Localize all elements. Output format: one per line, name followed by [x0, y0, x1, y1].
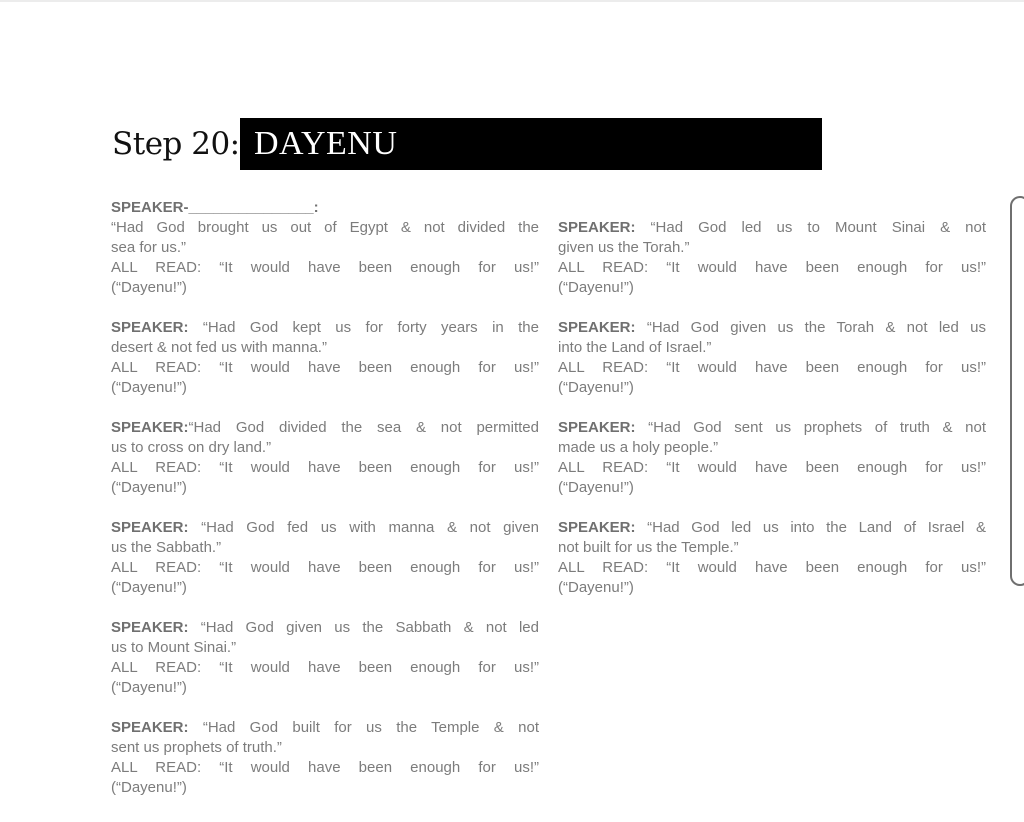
right-column — [558, 218, 986, 618]
speaker-line-continued: sea for us.” — [111, 239, 187, 256]
speaker-line — [111, 318, 539, 338]
speaker-label: SPEAKER-_______________: — [111, 199, 319, 216]
speaker-text: “Had God led us into the Land of Israel & — [635, 519, 986, 536]
speaker-label: SPEAKER: — [111, 619, 189, 636]
left-column — [111, 198, 539, 818]
speaker-line-continued: given us the Torah.” — [558, 239, 690, 256]
dayenu-line: (“Dayenu!”) — [111, 479, 187, 496]
speaker-line — [558, 418, 986, 438]
reading-block — [558, 418, 986, 498]
speaker-line-continued: sent us prophets of truth.” — [111, 739, 282, 756]
all-read-line: ALL READ: “It would have been enough for us!” — [558, 559, 986, 576]
title-banner — [240, 118, 822, 170]
reading-block — [111, 198, 539, 298]
dayenu-line: (“Dayenu!”) — [558, 379, 634, 396]
speaker-line-continued: into the Land of Israel.” — [558, 339, 712, 356]
dayenu-line: (“Dayenu!”) — [111, 679, 187, 696]
reading-block — [111, 518, 539, 598]
reading-block — [558, 318, 986, 398]
speaker-text: “Had God brought us out of Egypt & not divided the — [111, 219, 539, 236]
top-divider — [0, 0, 1024, 2]
speaker-line — [558, 518, 986, 538]
reading-block — [111, 718, 539, 798]
dayenu-line: (“Dayenu!”) — [111, 779, 187, 796]
speaker-label: SPEAKER: — [111, 519, 189, 536]
dayenu-line: (“Dayenu!”) — [111, 279, 187, 296]
all-read-line: ALL READ: “It would have been enough for us!” — [111, 659, 539, 676]
speaker-line-continued: desert & not fed us with manna.” — [111, 339, 327, 356]
all-read-line: ALL READ: “It would have been enough for us!” — [111, 459, 539, 476]
dayenu-line: (“Dayenu!”) — [558, 279, 634, 296]
reading-block — [558, 218, 986, 298]
all-read-line: ALL READ: “It would have been enough for us!” — [111, 259, 539, 276]
speaker-text: “Had God given us the Torah & not led us — [635, 319, 986, 336]
speaker-line — [558, 218, 986, 238]
all-read-line: ALL READ: “It would have been enough for us!” — [111, 359, 539, 376]
page-title: DAYENU — [254, 125, 398, 162]
speaker-text: “Had God fed us with manna & not given — [188, 519, 539, 536]
speaker-line-continued: not built for us the Temple.” — [558, 539, 739, 556]
reading-block — [558, 518, 986, 598]
speaker-line-continued: us to Mount Sinai.” — [111, 639, 237, 656]
speaker-label: SPEAKER: — [111, 719, 189, 736]
speaker-line — [558, 318, 986, 338]
speaker-line — [111, 418, 539, 438]
speaker-text: “Had God kept us for forty years in the — [188, 319, 539, 336]
dayenu-line: (“Dayenu!”) — [558, 579, 634, 596]
all-read-line: ALL READ: “It would have been enough for us!” — [111, 759, 539, 776]
all-read-line: ALL READ: “It would have been enough for us!” — [111, 559, 539, 576]
dayenu-line: (“Dayenu!”) — [558, 479, 634, 496]
all-read-line: ALL READ: “It would have been enough for us!” — [558, 459, 986, 476]
speaker-text: “Had God built for us the Temple & not — [188, 719, 539, 736]
reading-block — [111, 318, 539, 398]
speaker-text: “Had God given us the Sabbath & not led — [188, 619, 539, 636]
scroll-handle[interactable] — [1010, 196, 1024, 586]
all-read-line: ALL READ: “It would have been enough for us!” — [558, 359, 986, 376]
speaker-label: SPEAKER: — [111, 319, 189, 336]
speaker-text: “Had God led us to Mount Sinai & not — [635, 219, 986, 236]
speaker-label: SPEAKER: — [558, 219, 636, 236]
all-read-line: ALL READ: “It would have been enough for us!” — [558, 259, 986, 276]
speaker-line — [111, 718, 539, 738]
speaker-line — [111, 518, 539, 538]
speaker-label: SPEAKER: — [558, 319, 636, 336]
dayenu-line: (“Dayenu!”) — [111, 379, 187, 396]
speaker-line-continued: made us a holy people.” — [558, 439, 719, 456]
speaker-text: “Had God sent us prophets of truth & not — [635, 419, 986, 436]
speaker-line-continued: us the Sabbath.” — [111, 539, 222, 556]
speaker-name-blank — [111, 198, 539, 218]
speaker-line — [111, 218, 539, 238]
reading-block — [111, 618, 539, 698]
reading-block — [111, 418, 539, 498]
speaker-line — [111, 618, 539, 638]
step-heading — [112, 118, 822, 170]
dayenu-line: (“Dayenu!”) — [111, 579, 187, 596]
step-label: Step 20: — [112, 126, 240, 162]
speaker-line-continued: us to cross on dry land.” — [111, 439, 272, 456]
speaker-text: “Had God divided the sea & not permitted — [188, 419, 539, 436]
speaker-label: SPEAKER: — [558, 419, 636, 436]
speaker-label: SPEAKER: — [558, 519, 636, 536]
speaker-label: SPEAKER: — [111, 419, 189, 436]
